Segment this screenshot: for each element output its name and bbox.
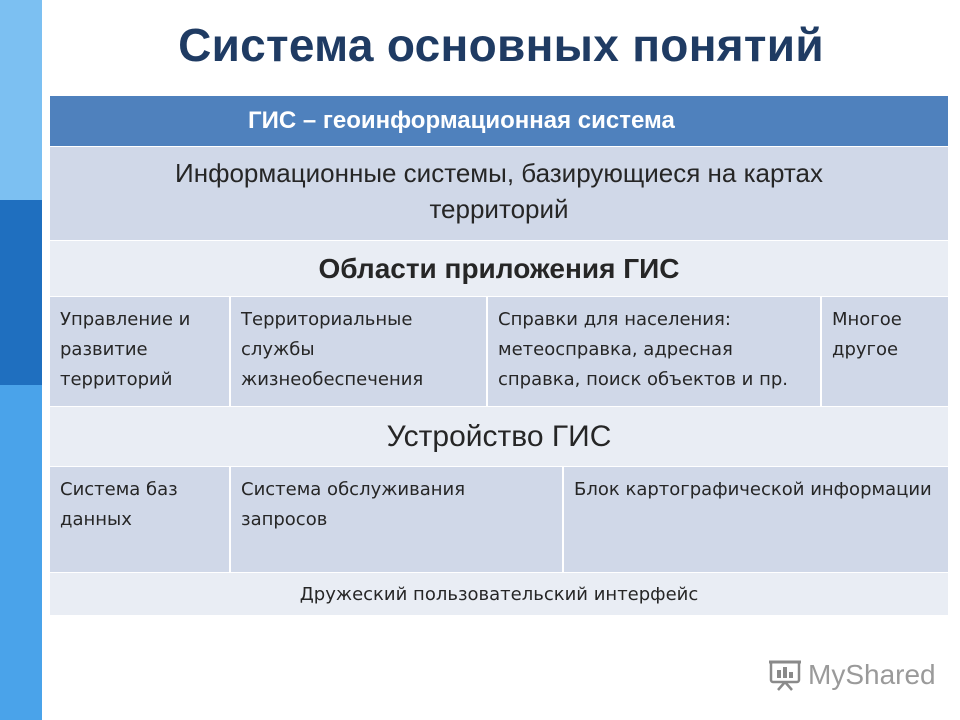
structure-cell: Блок картографической информации bbox=[574, 479, 932, 500]
watermark-text: MyShared bbox=[808, 659, 936, 690]
presentation-icon bbox=[768, 658, 802, 692]
accent-segment-middle bbox=[0, 200, 42, 385]
definition-row bbox=[50, 147, 948, 241]
structure-row bbox=[50, 467, 948, 573]
slide-title: Система основных понятий bbox=[178, 19, 824, 71]
structure-footer-text: Дружеский пользовательский интерфейс bbox=[299, 583, 699, 605]
application-cell: Управление и развитие территорий bbox=[50, 297, 231, 406]
structure-cell: Система обслуживания запросов bbox=[231, 467, 564, 572]
watermark bbox=[768, 655, 936, 695]
structure-heading: Устройство ГИС bbox=[386, 419, 612, 453]
accent-segment-top bbox=[0, 0, 42, 200]
table-header-row bbox=[50, 96, 948, 147]
applications-heading: Области приложения ГИС bbox=[318, 252, 680, 284]
application-cell: Многое другое bbox=[832, 309, 902, 360]
concepts-table bbox=[50, 96, 948, 615]
left-accent-bar bbox=[0, 0, 42, 720]
table-header-text: ГИС – геоинформационная система bbox=[248, 107, 675, 134]
definition-text: Информационные системы, базирующиеся на картах территорий bbox=[175, 158, 823, 224]
structure-footer-row bbox=[50, 573, 948, 615]
structure-heading-row bbox=[50, 407, 948, 467]
structure-cell: Система баз данных bbox=[50, 467, 231, 572]
application-cell: Справки для населения: метеосправка, адресная справка, поиск объектов и пр. bbox=[488, 297, 822, 406]
application-cell: Территориальные службы жизнеобеспечения bbox=[231, 297, 488, 406]
accent-segment-bottom bbox=[0, 385, 42, 720]
applications-row bbox=[50, 297, 948, 407]
applications-heading-row bbox=[50, 241, 948, 297]
